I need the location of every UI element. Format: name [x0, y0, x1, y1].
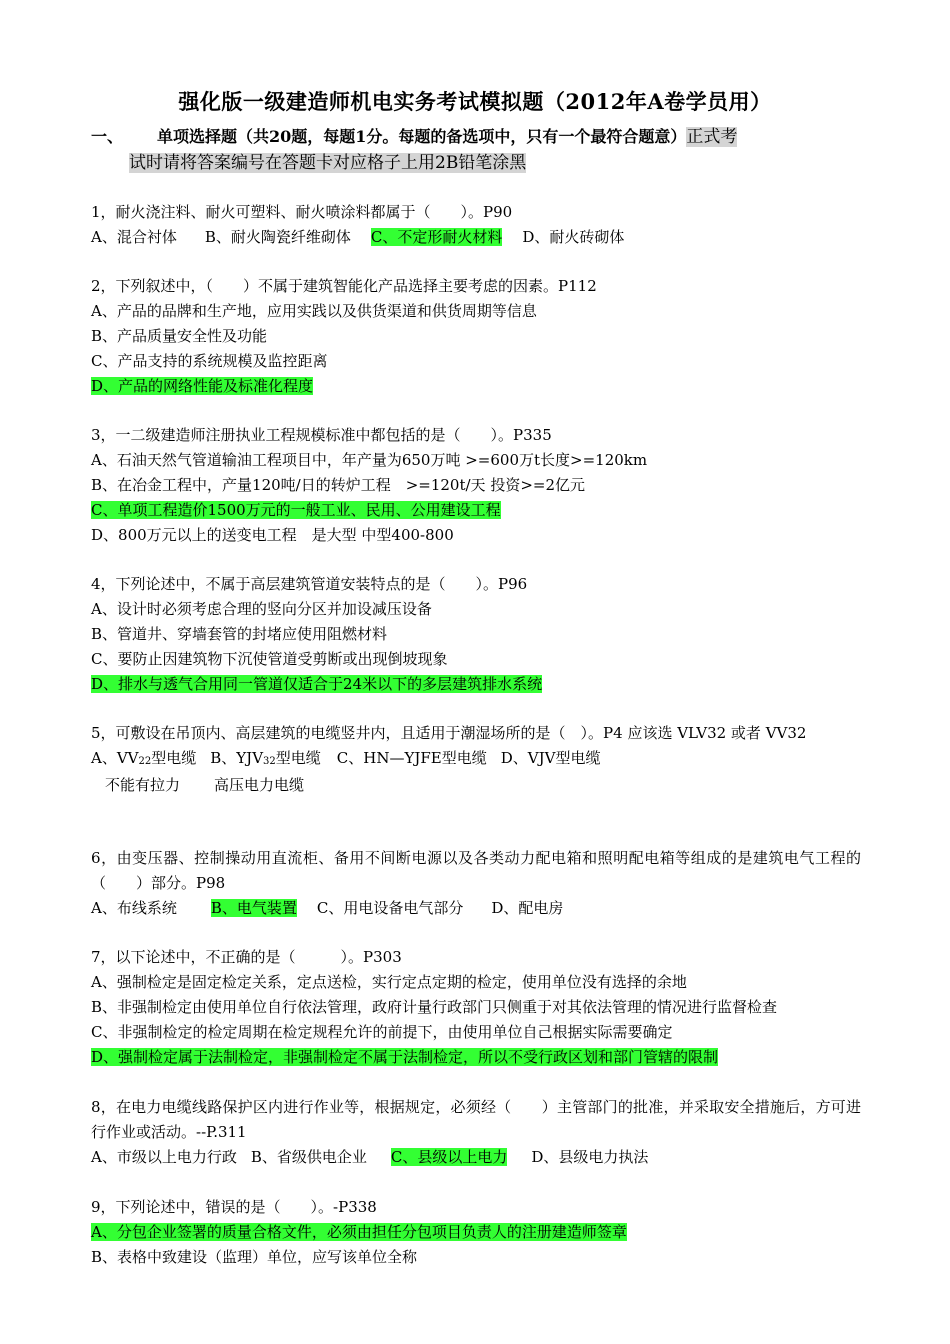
- question-7: [91, 945, 861, 1070]
- section-note-part1: 正式考: [686, 127, 738, 147]
- option-b-note: 高压电力电缆: [214, 776, 305, 794]
- question-stem: 3，一二级建造师注册执业工程规模标准中都包括的是（ ）。P335: [91, 426, 552, 444]
- question-6: [91, 846, 861, 921]
- question-stem: 5，可敷设在吊顶内、高层建筑的电缆竖井内，且适用于潮湿场所的是（ ）。P4 应该选 VLV32 或者 VV32: [91, 724, 807, 742]
- option-b: B、耐火陶瓷纤维砌体: [204, 228, 351, 246]
- option-c: C、非强制检定的检定周期在检定规程允许的前提下，由使用单位自己根据实际需要确定: [91, 1023, 673, 1041]
- option-a: A、产品的品牌和生产地，应用实践以及供货渠道和供货周期等信息: [91, 302, 537, 320]
- option-a-note: 不能有拉力: [105, 776, 181, 794]
- option-d-answer: D、强制检定属于法制检定，非强制检定不属于法制检定，所以不受行政区划和部门管辖的限制: [91, 1048, 719, 1066]
- page-title: 强化版一级建造师机电实务考试模拟题（2012年A卷学员用）: [178, 89, 772, 114]
- section-title: 单项选择题（共20题，每题1分。每题的备选项中，只有一个最符合题意）: [157, 127, 687, 146]
- option-b: B、表格中致建设（监理）单位，应写该单位全称: [91, 1248, 418, 1266]
- option-b: B、在冶金工程中，产量120吨/日的转炉工程 >=120t/天 投资>=2亿元: [91, 476, 586, 494]
- question-stem: 9，下列论述中，错误的是（ ）。-P338: [91, 1198, 377, 1216]
- option-a: A、强制检定是固定检定关系，定点送检，实行定点定期的检定，使用单位没有选择的余地: [91, 973, 687, 991]
- option-c-answer: C、县级以上电力: [390, 1148, 508, 1166]
- option-d: D、配电房: [491, 899, 564, 917]
- question-stem: 8，在电力电缆线路保护区内进行作业等，根据规定，必须经（ ）主管部门的批准，并采取安全措施后，方可进行作业或活动。--P.311: [91, 1098, 861, 1141]
- question-3: [91, 423, 861, 548]
- option-b: B、管道井、穿墙套管的封堵应使用阻燃材料: [91, 625, 388, 643]
- option-c: C、用电设备电气部分: [316, 899, 464, 917]
- option-b: B、非强制检定由使用单位自行依法管理，政府计量行政部门只侧重于对其依法管理的情况进行监督检查: [91, 998, 778, 1016]
- question-stem: 7，以下论述中，不正确的是（ ）。P303: [91, 948, 402, 966]
- question-1: [91, 200, 861, 250]
- option-c-answer: C、单项工程造价1500万元的一般工业、民用、公用建设工程: [91, 501, 501, 519]
- question-4: [91, 572, 861, 697]
- option-a: A、$VV_{22}$型电缆: [91, 749, 197, 767]
- section-note-part2: 试时请将答案编号在答题卡对应格子上用2B铅笔涂黑: [129, 153, 527, 173]
- option-d: D、耐火砖砌体: [522, 228, 625, 246]
- option-d-answer: D、产品的网络性能及标准化程度: [91, 377, 314, 395]
- question-9: [91, 1195, 861, 1270]
- question-stem: 6，由变压器、控制操动用直流柜、备用不间断电源以及各类动力配电箱和照明配电箱等组成的是建筑电气工程的（ ）部分。P98: [91, 849, 861, 892]
- option-a: A、市级以上电力行政: [91, 1148, 237, 1166]
- option-a: A、石油天然气管道输油工程项目中，年产量为650万吨 >=600万t长度>=120km: [91, 451, 648, 469]
- option-d: D、县级电力执法: [531, 1148, 649, 1166]
- question-stem: 2，下列叙述中，（ ）不属于建筑智能化产品选择主要考虑的因素。P112: [91, 277, 597, 295]
- question-stem: 4，下列论述中，不属于高层建筑管道安装特点的是（ ）。P96: [91, 575, 528, 593]
- option-a: A、布线系统: [91, 899, 177, 917]
- question-5: [91, 721, 861, 798]
- option-d: D、800万元以上的送变电工程 是大型 中型400-800: [91, 526, 454, 544]
- question-8: [91, 1095, 861, 1170]
- option-b: B、省级供电企业: [250, 1148, 367, 1166]
- option-c: C、要防止因建筑物下沉使管道受剪断或出现倒坡现象: [91, 650, 448, 668]
- option-c: C、HN—YJFE型电缆: [336, 749, 487, 767]
- option-b: B、$YJV_{32}$型电缆: [210, 749, 321, 767]
- option-c: C、产品支持的系统规模及监控距离: [91, 352, 328, 370]
- option-b: B、产品质量安全性及功能: [91, 327, 268, 345]
- option-c-answer: C、不定形耐火材料: [370, 228, 503, 246]
- question-stem: 1，耐火浇注料、耐火可塑料、耐火喷涂料都属于（ ）。P90: [91, 203, 513, 221]
- question-2: [91, 274, 861, 399]
- option-a: A、设计时必须考虑合理的竖向分区并加设减压设备: [91, 600, 432, 618]
- option-a: A、混合衬体: [91, 228, 177, 246]
- option-d-answer: D、排水与透气合用同一管道仅适合于24米以下的多层建筑排水系统: [91, 675, 543, 693]
- option-b-answer: B、电气装置: [210, 899, 297, 917]
- section-number: 一、: [91, 127, 124, 146]
- option-d: D、VJV型电缆: [500, 749, 601, 767]
- section-heading: [91, 124, 871, 176]
- option-a-answer: A、分包企业签署的质量合格文件，必须由担任分包项目负责人的注册建造师签章: [91, 1223, 627, 1241]
